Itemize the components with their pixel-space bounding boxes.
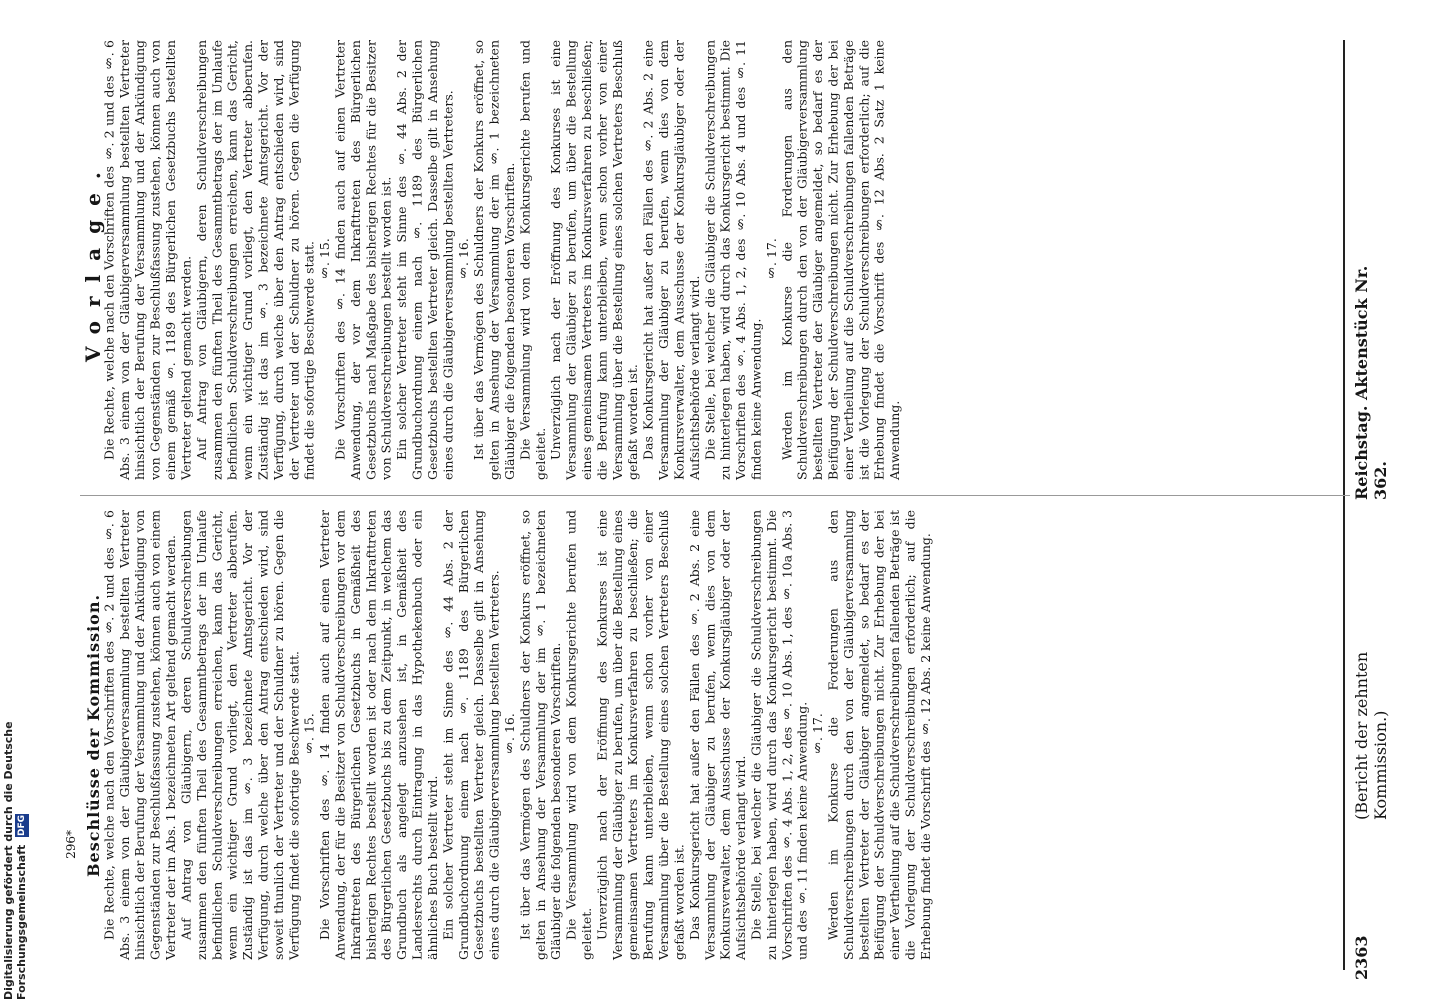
header-title-left: Reichstag. Aktenstück Nr. 362. (1352, 265, 1390, 500)
paragraph: Die Vorschriften des §. 14 finden auch auf einen Vertreter Anwendung, der vor dem Inkrafttreten des Bürgerlichen Gesetzbuchs nach Maßgabe des bisherigen Rechtes für die Besitzer von Schuldverschreibungen bestellt worden ist. (332, 40, 394, 480)
beschluesse-heading: Beschlüsse der Kommission. (84, 593, 103, 877)
paragraph: Die Vorschriften des §. 14 finden auch auf einen Vertreter Anwendung, der für die Besitzer von Schuldverschreibungen vor dem Inkrafttreten des Bürgerlichen Gesetzbuchs in Gemäßheit des bisherigen Rechtes bestellt worden ist oder nach dem Inkrafttreten des Bürgerlichen Gesetzbuchs bis zu dem Zeitpunkt, in welchem das Grundbuch als angelegt anzusehen ist, in Gemäßheit des Landesrechts durch Eintragung in das Hypothekenbuch oder ein ähnliches Buch bestellt wird. (317, 510, 440, 960)
dfg-logo: DFG (17, 814, 27, 836)
header-rule (1343, 40, 1345, 970)
column-vorlage (81, 40, 1336, 480)
header-title-right: (Bericht der zehnten Kommission.) (1352, 651, 1390, 820)
paragraph: Die Stelle, bei welcher die Gläubiger die Schuldverschreibungen zu hinterlegen haben, wird durch das Konkursgericht bestimmt. Die Vorschriften des §. 4 Abs. 1, 2, des §. 10 Abs. 4 und des §. 11 finden keine Anwendung. (702, 40, 764, 480)
paragraph: Werden im Konkurse die Forderungen aus den Schuldverschreibungen durch den von der Gläubigerversammlung bestellten Vertreter der Gläubiger angemeldet, so bedarf es der Beifügung der Schuldverschreibungen nicht. Zur Erhebung der bei einer Vertheilung auf die Schuldverschreibungen fallenden Beträge ist die Vorlegung der Schuldverschreibungen erforderlich; auf die Erhebung findet die Vorschrift des §. 12 Abs. 2 Satz 1 keine Anwendung. (779, 40, 903, 480)
section-number: §. 17. (763, 238, 779, 282)
paragraph: Unverzüglich nach der Eröffnung des Konkurses ist eine Versammlung der Gläubiger zu berufen, um über die Bestellung eines gemeinsamen Vertreters im Konkursverfahren zu beschließen; die Berufung kann unterbleiben, wenn schon vorher von einer Versammlung über die Bestellung eines solchen Vertreters Beschluß gefaßt worden ist. (548, 40, 641, 480)
digitization-note (2, 600, 29, 1000)
paragraph: Die Versammlung wird von dem Konkursgerichte berufen und geleitet. (517, 40, 548, 480)
paragraph: Ist über das Vermögen des Schuldners der Konkurs eröffnet, so gelten in Ansehung der Versammlung der im §. 1 bezeichneten Gläubiger die folgenden besonderen Vorschriften. (471, 40, 517, 480)
column-divider (80, 495, 1350, 496)
section-number: §. 15. (301, 713, 317, 757)
signature-mark: 296* (64, 830, 78, 859)
paragraph: Ein solcher Vertreter steht im Sinne des §. 44 Abs. 2 der Grundbuchordnung einem nach §. 1189 des Bürgerlichen Gesetzbuchs bestellten Vertreter gleich. Dasselbe gilt in Ansehung eines durch die Gläubigerversammlung bestellten Vertreters. (440, 510, 502, 960)
paragraph: Unverzüglich nach der Eröffnung des Konkurses ist eine Versammlung der Gläubiger zu berufen, um über die Bestellung eines gemeinsamen Vertreters im Konkursverfahren zu beschließen; die Berufung kann unterbleiben, wenn schon vorher von einer Versammlung über die Bestellung eines solchen Vertreters Beschluß gefaßt worden ist. (594, 510, 687, 960)
section-number: §. 15. (317, 238, 333, 282)
paragraph: Auf Antrag von Gläubigern, deren Schuldverschreibungen zusammen den fünften Theil des Gesammtbetrags der im Umlaufe befindlichen Schuldverschreibungen erreichen, kann das Gericht, wenn ein wichtiger Grund vorliegt, den Vertreter abberufen. Zuständig ist das im §. 3 bezeichnete Amtsgericht. Vor der Verfügung, durch welche über den Antrag entschieden wird, sind der Vertreter und der Schuldner zu hören. Gegen die Verfügung findet die sofortige Beschwerde statt. (193, 40, 317, 480)
paragraph: Die Versammlung wird von dem Konkursgerichte berufen und geleitet. (563, 510, 594, 960)
paragraph: Ein solcher Vertreter steht im Sinne des §. 44 Abs. 2 der Grundbuchordnung einem nach §. 1189 des Bürgerlichen Gesetzbuchs bestellten Vertreter gleich. Dasselbe gilt in Ansehung eines durch die Gläubigerversammlung bestellten Vertreters. (394, 40, 456, 480)
section-number: §. 16. (501, 713, 517, 757)
paragraph: Ist über das Vermögen des Schuldners der Konkurs eröffnet, so gelten in Ansehung der Versammlung der im §. 1 bezeichneten Gläubiger die folgenden besonderen Vorschriften. (517, 510, 564, 960)
paragraph: Auf Antrag von Gläubigern, deren Schuldverschreibungen zusammen den fünften Theil des Gesammtbetrags der im Umlaufe befindlichen Schuldverschreibungen erreichen, kann das Gericht, wenn ein wichtiger Grund vorliegt, den Vertreter abberufen. Zuständig ist das im §. 3 bezeichnete Amtsgericht. Vor der Verfügung, durch welche über den Antrag entschieden wird, sind soweit thunlich der Vertreter und der Schuldner zu hören. Gegen die Verfügung findet die sofortige Beschwerde statt. (178, 510, 302, 960)
section-number: §. 16. (455, 238, 471, 282)
paragraph: Das Konkursgericht hat außer den Fällen des §. 2 Abs. 2 eine Versammlung der Gläubiger zu berufen, wenn dies von dem Konkursverwalter, dem Ausschusse der Konkursgläubiger oder der Aufsichtsbehörde verlangt wird. (640, 40, 702, 480)
paragraph: Die Rechte, welche nach den Vorschriften des §. 2 und des §. 6 Abs. 3 einem von der Gläubigerversammlung bestellten Vertreter hinsichtlich der Berufung der Versammlung und der Ankündigung von Gegenständen zur Beschlußfassung zustehen, können auch von einem Vertreter der im Abs. 1 bezeichneten Art geltend gemacht werden. (101, 510, 179, 960)
vorlage-heading: Vorlage. (81, 158, 105, 362)
paragraph: Das Konkursgericht hat außer den Fällen des §. 2 Abs. 2 eine Versammlung der Gläubiger zu berufen, wenn dies von dem Konkursverwalter, dem Ausschusse der Konkursgläubiger oder der Aufsichtsbehörde verlangt wird. (686, 510, 749, 960)
column-beschluesse (86, 510, 1336, 960)
paragraph: Werden im Konkurse die Forderungen aus den Schuldverschreibungen durch den von der Gläubigerversammlung bestellten Vertreter der Gläubiger angemeldet, so bedarf es der Beifügung der Schuldverschreibungen nicht. Zur Erhebung der bei einer Vertheilung auf die Schuldverschreibungen fallenden Beträge ist die Vorlegung der Schuldverschreibungen erforderlich; auf die Erhebung findet die Vorschrift des §. 12 Abs. 2 keine Anwendung. (825, 510, 933, 960)
digitization-text: Digitalisierung gefördert durch die Deutsche Forschungsgemeinschaft (2, 721, 28, 1000)
paragraph: Die Rechte, welche nach den Vorschriften des §. 2 und des §. 6 Abs. 3 einem von der Gläubigerversammlung bestellten Vertreter hinsichtlich der Berufung der Versammlung und der Ankündigung von Gegenständen zur Beschlußfassung zustehen, können auch von einem gemäß §. 1189 des Bürgerlichen Gesetzbuchs bestellten Vertreter geltend gemacht werden. (101, 40, 194, 480)
section-number: §. 17. (810, 713, 826, 757)
page-number: 2363 (1352, 935, 1371, 980)
paragraph: Die Stelle, bei welcher die Gläubiger die Schuldverschreibungen zu hinterlegen haben, wird durch das Konkursgericht bestimmt. Die Vorschriften des §. 4 Abs. 1, 2, des §. 10 Abs. 1, des §. 10a Abs. 3 und des §. 11 finden keine Anwendung. (748, 510, 810, 960)
